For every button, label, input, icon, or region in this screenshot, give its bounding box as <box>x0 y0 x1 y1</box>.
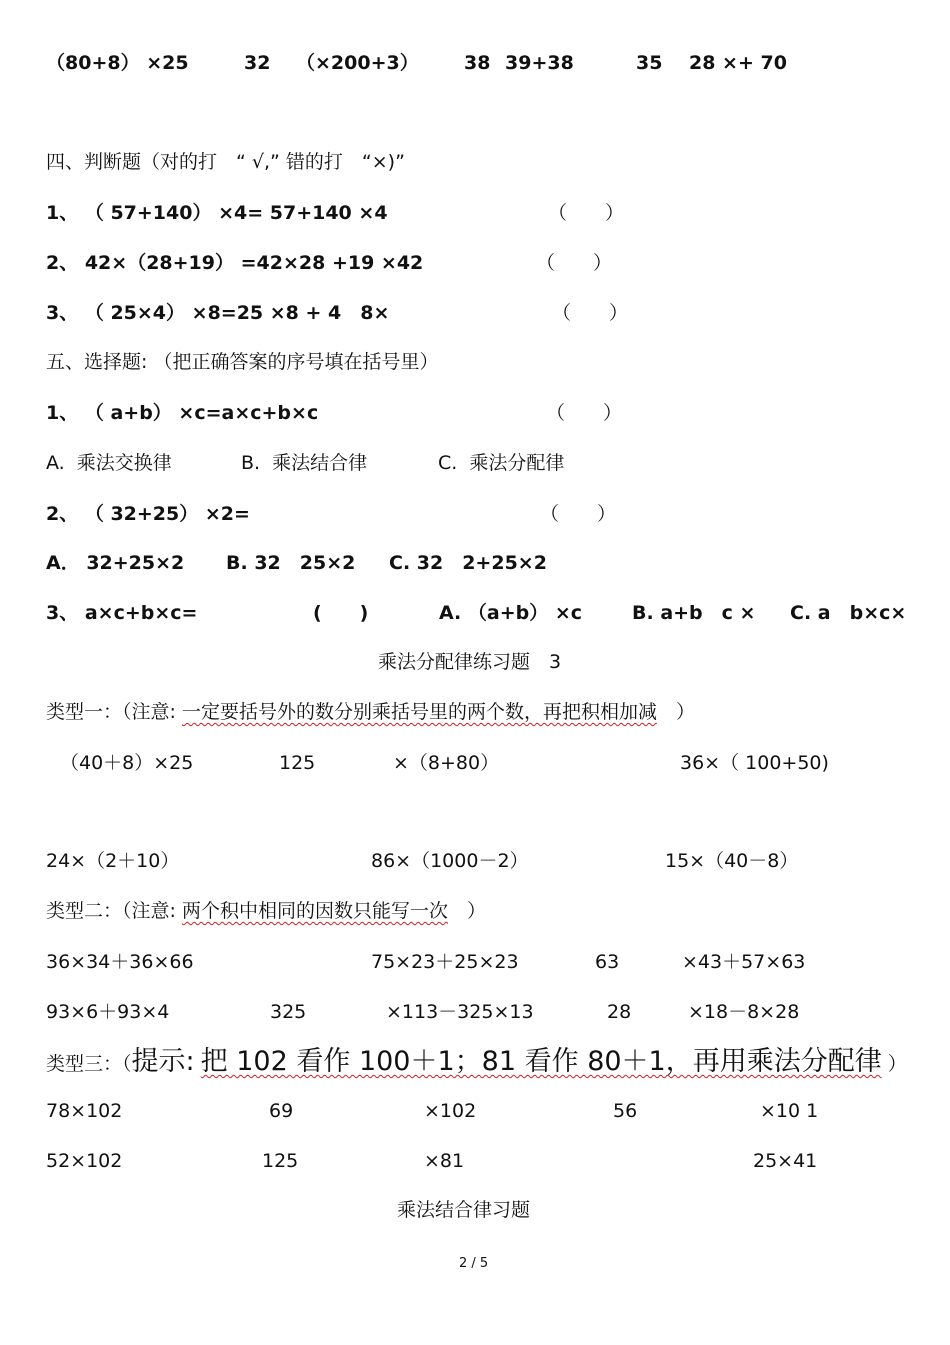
type3-expr-5b: ×81 <box>424 1150 465 1172</box>
type1-close: ） <box>675 701 695 723</box>
type1-header <box>46 700 695 724</box>
q3-option-b: B. a+b c × <box>632 602 756 624</box>
q1-option-a: A. 乘法交换律 <box>46 452 172 474</box>
type1-label: 类型一：（注意: <box>46 701 176 723</box>
type1-expr-3: 36×（ 100+50) <box>680 752 829 774</box>
type2-expr-5b: ×113－325×13 <box>386 1001 534 1023</box>
page-number: 2 / 5 <box>459 1256 489 1271</box>
type1-expr-5: 86×（1000－2） <box>371 850 529 872</box>
next-section-heading: 乘法结合律习题 <box>397 1199 531 1221</box>
choice-q2: 2、 （ 32+25） ×2= <box>46 503 250 525</box>
section4-title: 四、判断题（对的打 “ √,” 错的打 “×)” <box>46 151 405 173</box>
section5-title: 五、选择题: （把正确答案的序号填在括号里） <box>46 351 439 373</box>
q1-option-b: B. 乘法结合律 <box>241 452 368 474</box>
judge-item-3: 3、 （ 25×4） ×8=25 ×8 + 4 8× <box>46 302 390 324</box>
type1-note: 一定要括号外的数分别乘括号里的两个数，再把积相加减 <box>181 701 657 723</box>
type1-expr-2b: ×（8+80） <box>393 752 500 774</box>
type2-expr-6b: ×18－8×28 <box>688 1001 800 1023</box>
top-expr-3: （×200+3） <box>296 52 419 74</box>
q2-option-b: B. 32 25×2 <box>226 552 356 574</box>
q3-option-c: C. a b×c× <box>790 602 907 624</box>
type1-expr-6: 15×（40－8） <box>665 850 799 872</box>
type1-expr-4: 24×（2＋10） <box>46 850 180 872</box>
top-expr-5: 39+38 <box>505 52 574 74</box>
judge-item-2: 2、 42×（28+19） =42×28 +19 ×42 <box>46 252 424 274</box>
type3-expr-1: 78×102 <box>46 1100 123 1122</box>
type3-expr-3b: ×10 1 <box>760 1100 819 1122</box>
type2-expr-5a: 325 <box>270 1001 307 1023</box>
type3-expr-2a: 69 <box>269 1100 294 1122</box>
type3-note: 把 102 看作 100＋1；81 看作 80＋1，再用乘法分配律 <box>200 1046 882 1077</box>
choice-q3: 3、 a×c+b×c= <box>46 602 198 624</box>
top-expr-7: 28 ×+ 70 <box>689 52 787 74</box>
top-expr-4: 38 <box>464 52 491 74</box>
type2-expr-2: 75×23＋25×23 <box>371 951 519 973</box>
type3-label: 类型三：（ <box>46 1053 132 1075</box>
judge-answer-3[interactable]: （ ） <box>552 302 629 324</box>
choice-q3-answer[interactable]: ( ) <box>313 602 369 624</box>
q2-option-a: A． 32+25×2 <box>46 552 185 574</box>
choice-q2-answer[interactable]: （ ） <box>540 503 617 525</box>
type2-close: ） <box>466 900 486 922</box>
type2-label: 类型二：（注意: <box>46 900 176 922</box>
q1-option-c: C. 乘法分配律 <box>438 452 565 474</box>
q2-option-c: C. 32 2+25×2 <box>389 552 547 574</box>
type3-expr-4: 52×102 <box>46 1150 123 1172</box>
type2-header <box>46 899 486 923</box>
type3-expr-6: 25×41 <box>753 1150 818 1172</box>
type2-note: 两个积中相同的因数只能写一次 <box>181 900 448 922</box>
type3-expr-2b: ×102 <box>424 1100 477 1122</box>
type3-close: ） <box>887 1053 907 1075</box>
type3-expr-5a: 125 <box>262 1150 299 1172</box>
type2-expr-4: 93×6＋93×4 <box>46 1001 170 1023</box>
type1-expr-2a: 125 <box>279 752 316 774</box>
choice-q1-answer[interactable]: （ ） <box>546 402 623 424</box>
type1-expr-1: （40＋8）×25 <box>60 752 194 774</box>
type2-expr-3b: ×43＋57×63 <box>682 951 806 973</box>
type2-expr-6a: 28 <box>607 1001 632 1023</box>
top-expr-1: （80+8） ×25 <box>46 52 189 74</box>
judge-answer-1[interactable]: （ ） <box>548 202 625 224</box>
practice3-heading: 乘法分配律练习题 3 <box>378 651 562 673</box>
judge-item-1: 1、 （ 57+140） ×4= 57+140 ×4 <box>46 202 388 224</box>
top-expr-6: 35 <box>636 52 663 74</box>
choice-q1: 1、 （ a+b） ×c=a×c+b×c <box>46 402 319 424</box>
type2-expr-3a: 63 <box>595 951 620 973</box>
type3-hint: 提示: <box>131 1046 195 1077</box>
top-expr-2: 32 <box>244 52 271 74</box>
type3-header <box>46 1046 907 1078</box>
type3-expr-3a: 56 <box>613 1100 638 1122</box>
judge-answer-2[interactable]: （ ） <box>536 252 613 274</box>
q3-option-a: A. （a+b） ×c <box>439 602 583 624</box>
type2-expr-1: 36×34＋36×66 <box>46 951 194 973</box>
